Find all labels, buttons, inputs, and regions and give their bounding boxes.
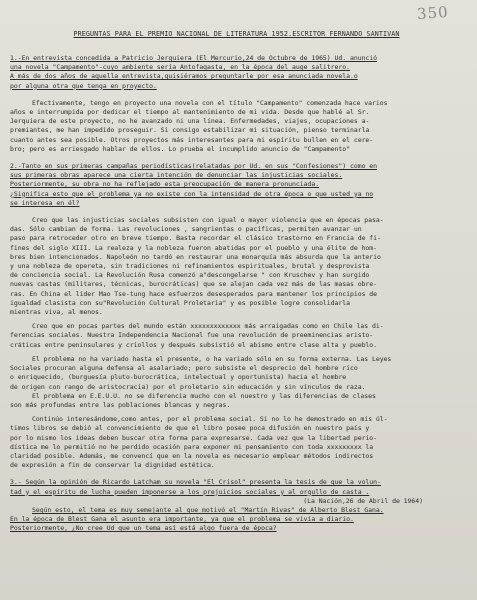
question-3	[10, 478, 463, 533]
text-line: bres bien intencionados. Napoleón no tardó en restaurar una monarquía más absurda que la anterio	[10, 252, 381, 261]
text-line: Creo que en pocas partes del mundo están xxxxxxxxxxxxx más arraigadas como en Chile las di-	[32, 322, 384, 331]
answer-1	[10, 99, 463, 154]
text-line: fines del siglo XIII. La realeza y la nobleza fueron abatidas por el pueblo y una élite de hom-	[10, 243, 378, 252]
question-1	[10, 54, 463, 91]
text-line: de origen con rango de aristocracia) por el proletario sin educación y sin vínculos de raza.	[10, 382, 366, 391]
answer-2	[10, 216, 463, 470]
text-line: Según esto, el tema es muy semejante al que motivó el "Martín Rivas" de Alberto Blest Gana.	[32, 505, 384, 514]
text-line: una novela "Campamento"-cuyo ambiente sería Antofagasta, en la época del auge salitrero.	[10, 63, 350, 72]
text-line: 3.- Según la opinión de Ricardo Latcham su novela "El Crisol" presenta la tesis de que la volun-	[10, 478, 381, 487]
text-line: En la época de Blest Gana el asunto era importante, ya que el problema se vivía a diario.	[10, 515, 354, 524]
text-line: Sociales procuran alguna defensa al asalariado; pero subsiste el desprecio del hombre rico	[10, 364, 358, 373]
text-line: mientras viva, al menos.	[10, 308, 103, 317]
text-line: premiantes, me han impedido proseguir. Si consigo estabilizar mi situación, pienso terminarla	[10, 126, 370, 135]
text-line: igualdad clasista con su"Revolución Cultural Proletaria" y es posible logre consolidarla	[10, 298, 350, 307]
document-title: PREGUNTAS PARA EL PREMIO NACIONAL DE LITERATURA 1952.ESCRITOR FERNANDO SANTIVAN	[73, 30, 400, 38]
text-line: El problema en E.E.U.U. no se diferencia mucho con el nuestro y las diferencias de clases	[32, 391, 376, 400]
text-line: 2.-Tanto en sus primeras campañas periodísticas(relatadas por Ud. en sus "Confesiones") como en	[10, 162, 378, 171]
text-line: A más de dos años de aquella entrevista,quisiéramos preguntarle por esa anunciada novela.o	[10, 72, 358, 81]
text-line: Continúo interesándome,como antes, por el problema social. Si no lo he demostrado en mis úl-	[32, 415, 388, 424]
text-line: timos libros se debió al convencimiento de que el libro posee poca difusión en nuestro país y	[10, 424, 370, 433]
text-line: de expresión a fin de conservar la dignidad estética.	[10, 461, 215, 470]
text-line: ras. En China el líder Mao Tse-tung hace esfuerzos desesperados para mantener los principios de	[10, 289, 378, 298]
text-line: paso para retroceder otro en breve tiempo. Basta recordar el clásico trastorno en Francia de fi-	[10, 234, 381, 243]
text-line: tad y el espíritu de lucha pueden imponerse a los prejuicios sociales y al orgullo de casta .	[10, 487, 370, 496]
text-line: El problema no ha variado hasta el presente, o ha variado sólo en su forma externa. Las Leyes	[32, 354, 392, 363]
question-2	[10, 162, 463, 208]
text-line: dística me lo permitió no he perdido ocasión para exponer mi pensamiento con toda xxxxxxxxx la	[10, 442, 374, 451]
page-number: 350	[416, 2, 450, 24]
text-line: cráticas entre peninsulares y criollos y después subsistió el abismo entre clase alta y pueblo.	[10, 340, 378, 349]
text-line: Creo que las injusticias sociales subsisten con igual o mayor violencia que en épocas pasa-	[32, 216, 384, 225]
text-line: cuanto antes sea posible. Otros proyectos más interesantes para mi espíritu bullen en el cere-	[10, 135, 374, 144]
text-line: por lo mismo los ideas deben buscar otra forma para expresarse. Cada vez que la libertad perio-	[10, 433, 378, 442]
text-line: claridad posible. Además, me convencí que en la novela es necesario emplear métodos indirectos	[10, 451, 374, 460]
text-line: o enriquecido, (burguesía pluto-burocrática, intelectual y oportunista) hacia el hombre	[10, 373, 347, 382]
text-line: das. Sólo cambian de forma. Las revoluciones , sangrientas o pacíficas, permiten avanzar un	[10, 225, 362, 234]
text-line: Efectivamente, tengo en proyecto una novela con el título "Campamento" comenzada hace varios	[32, 98, 388, 107]
text-line: sus primeras obras aparece una cierta intención de denunciar las injusticias sociales.	[10, 171, 343, 180]
text-line: y una nobleza de opereta, sin tradiciones ni refinamientos espirituales, brutal y desprovista	[10, 262, 370, 271]
text-line: se interesa en él?	[10, 198, 80, 207]
text-line: ferencias sociales. Nuestra Independencia Nacional fue una revolución de preeminencias aristo-	[10, 331, 374, 340]
text-line: son más profundas entre las poblaciones blancas y negras.	[10, 400, 231, 409]
text-line: 1.-En entrevista concedida a Patricio Jerquiera (El Mercurio,24 de Octubre de 1965) Ud. anunció	[10, 54, 378, 62]
text-line: ¿Significa esto que el problema ya no existe con la intensidad de otra época o que usted ya no	[10, 189, 374, 198]
text-line: Posteriormente, su obra no ha reflejado esta preocupación de manera pronunciada.	[10, 180, 320, 189]
source-citation: (La Nación,26 de Abril de 1964)	[303, 496, 423, 505]
text-line: por alguna otra que tenga en proyecto.	[10, 81, 157, 90]
text-line: años e interrumpida por dedicar el tiempo al mantenimiento de mi vida. Desde que hablé al Sr.	[10, 108, 370, 117]
text-line: bro; pero es arriesgado hablar de ellos. Lo prueba el incumplido anuncio de "Campamento"	[10, 144, 350, 153]
text-line: de conciencia social. La Revolución Rusa comenzó a"descongelarse " con Kruschev y han surgido	[10, 271, 370, 280]
text-line: Posteriormente, ¿No cree Ud que un tema así está algo fuera de época?	[10, 524, 277, 533]
text-line: nuevas castas (militares, técnicas, burocráticas) que se alejan cada vez más de las masas obre-	[10, 280, 378, 289]
text-line: Jerquiera de este proyecto, no he avanzado ni una línea. Enfermedades, viajes, ocupaciones a-	[10, 117, 370, 126]
